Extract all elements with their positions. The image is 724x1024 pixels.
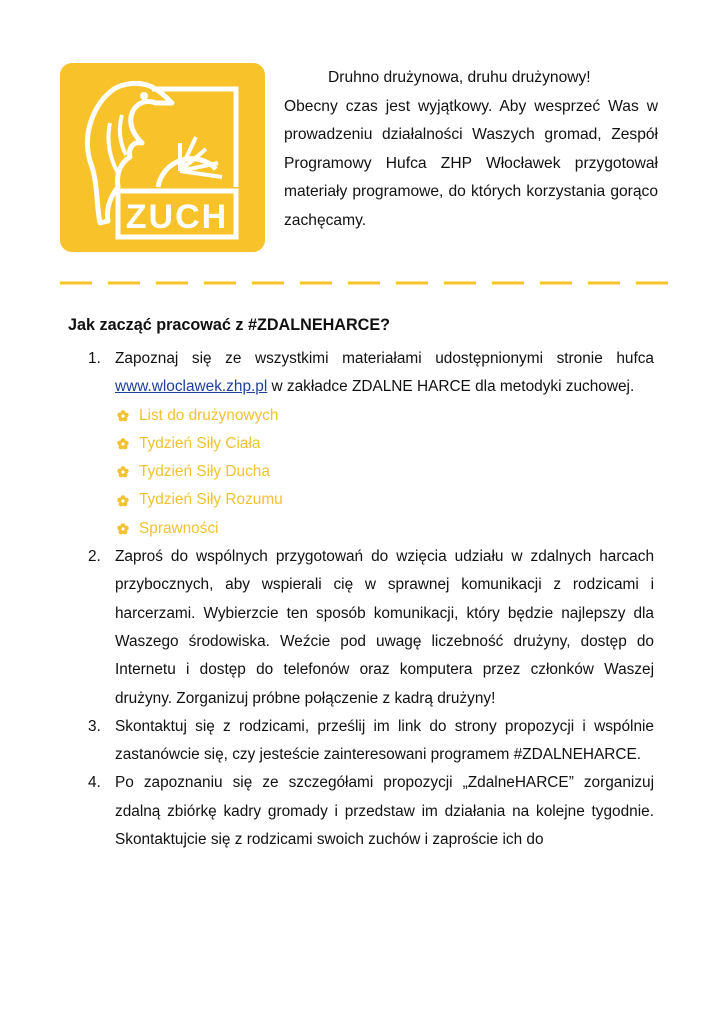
intro-paragraph: Obecny czas jest wyjątkowy. Aby wesprzeć Was w prowadzeniu działalności Waszych gromad, Zespół Programowy Hufca ZHP Włocławek przygotował materiały programowe, do których korzystania gorąco zachęcamy. (284, 97, 658, 229)
step-item-3 (88, 713, 654, 770)
step-text: Zaproś do wspólnych przygotowań do wzięcia udziału w zdalnych harcach przybocznych, aby wspierali cię w sprawnej komunikacji z rodzicami i harcerzami. Wybierzcie ten sposób komunikacji, który będzie najlepszy dla Waszego środowiska. Weźcie pod uwagę liczebność drużyny, dostęp do Internetu i dostęp do telefonów oraz komputera przez członków Waszej drużyny. Zorganizuj próbne połączenie z kadrą drużyny! (115, 548, 654, 707)
list-item[interactable] (117, 458, 654, 486)
greeting: Druhno drużynowa, druhu drużynowy! (328, 69, 591, 86)
list-item-label: Tydzień Siły Ciała (139, 434, 261, 452)
list-item[interactable] (117, 402, 654, 430)
flower-bullet-icon (117, 495, 129, 507)
step-text: Skontaktuj się z rodzicami, prześlij im link do strony propozycji i wspólnie zastanówcie się, czy jesteście zainteresowani programem #ZDALNEHARCE. (115, 717, 654, 764)
intro-text (284, 64, 658, 236)
step-number: 1. (88, 350, 101, 367)
steps-list (88, 345, 654, 854)
list-item-label: Sprawności (139, 519, 219, 537)
step-text: Po zapoznaniu się ze szczegółami propozycji „ZdalneHARCE” zorganizuj zdalną zbiórkę kadry gromady i przedstaw im działania na kolejne tygodnie. Skontaktujcie się z rodzicami swoich zuchów i zaproście ich do (115, 774, 654, 849)
flower-bullet-icon (117, 523, 129, 535)
list-item[interactable] (117, 515, 654, 543)
logo-text: ZUCH (125, 198, 229, 236)
list-item[interactable] (117, 486, 654, 514)
list-item-label: List do drużynowych (139, 406, 279, 424)
step-text: w zakładce ZDALNE HARCE dla metodyki zuchowej. (267, 378, 635, 396)
step-item-4 (88, 769, 654, 854)
step-item-1 (88, 345, 654, 543)
materials-list (115, 402, 654, 543)
flower-bullet-icon (117, 410, 129, 422)
eagle-sun-icon (60, 63, 265, 252)
list-item-label: Tydzień Siły Rozumu (139, 491, 283, 509)
list-item-label: Tydzień Siły Ducha (139, 463, 270, 481)
section-heading: Jak zacząć pracować z #ZDALNEHARCE? (68, 316, 391, 334)
step-number: 4. (88, 774, 101, 792)
zuch-logo (60, 63, 265, 252)
step-text: Zapoznaj się ze wszystkimi materiałami udostępnionymi stronie hufca (115, 350, 654, 367)
flower-bullet-icon (117, 438, 129, 450)
step-number: 3. (88, 717, 101, 735)
flower-bullet-icon (117, 466, 129, 478)
step-item-2 (88, 543, 654, 713)
hufiec-link[interactable]: www.wloclawek.zhp.pl (115, 378, 268, 396)
dashed-divider (60, 281, 672, 285)
list-item[interactable] (117, 430, 654, 458)
step-number: 2. (88, 548, 101, 566)
